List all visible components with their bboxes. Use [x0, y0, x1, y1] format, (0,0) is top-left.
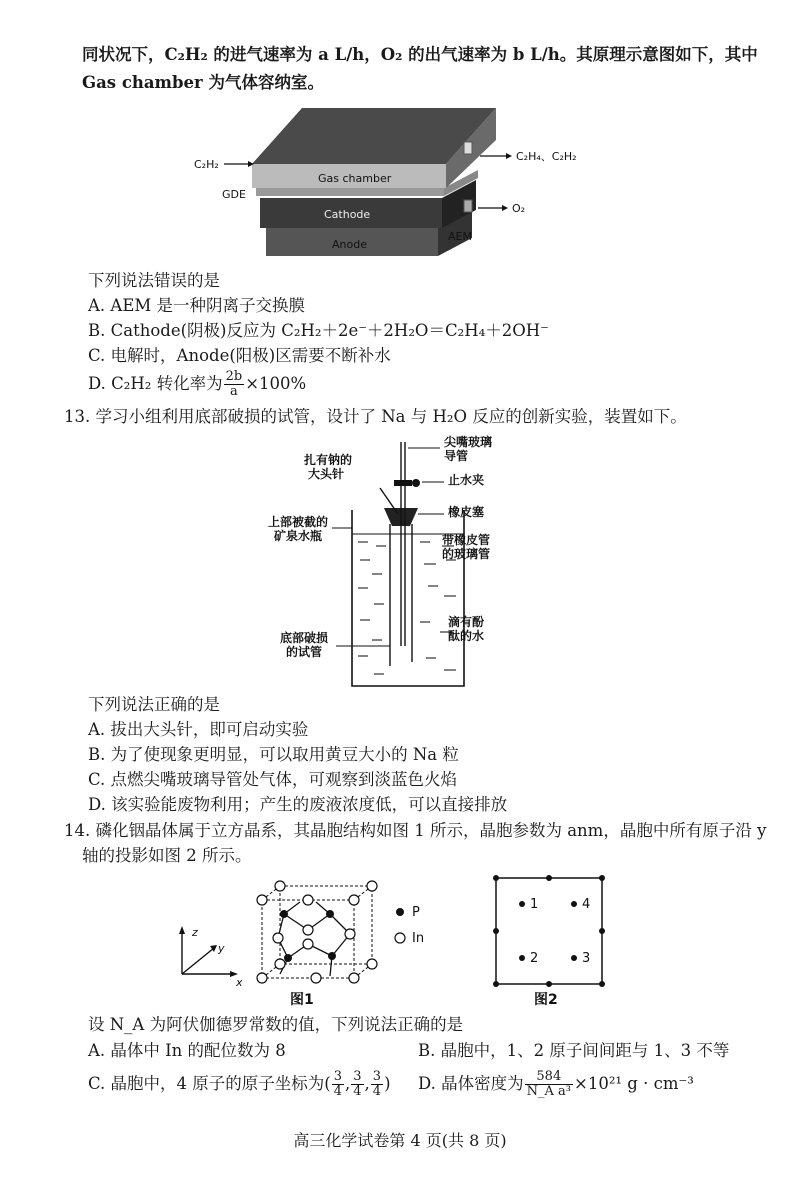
point-1-label: 1 — [530, 897, 539, 912]
label-stopper: 橡皮塞 — [448, 505, 485, 519]
gde-layer — [256, 188, 444, 196]
label-pin-1: 扎有钠的 — [304, 453, 353, 467]
fig2-caption: 图2 — [534, 992, 558, 1008]
q13-stem: 13. 学习小组利用底部破损的试管，设计了 Na 与 H₂O 反应的创新实验，装置如下。 — [64, 407, 687, 426]
legend-in: In — [412, 931, 425, 946]
label-o2: O₂ — [512, 202, 526, 215]
axis-x-label: x — [236, 976, 243, 989]
label-bottle-2: 矿泉水瓶 — [274, 529, 323, 543]
q12-option-c: C. 电解时，Anode(阳极)区需要不断补水 — [88, 346, 391, 365]
q13-option-a: A. 拔出大头针，即可启动实验 — [88, 720, 309, 739]
label-pin-2: 大头针 — [308, 467, 345, 481]
point-3-label: 3 — [582, 951, 591, 966]
label-clamp: 止水夹 — [448, 473, 485, 487]
point-2-label: 2 — [530, 951, 539, 966]
fig1-caption: 图1 — [290, 992, 314, 1008]
q14-option-b: B. 晶胞中，1、2 原子间间距与 1、3 不等 — [418, 1041, 730, 1060]
q14-stem-1: 14. 磷化铟晶体属于立方晶系，其晶胞结构如图 1 所示，晶胞参数为 anm，晶胞中所有原子沿 y — [64, 821, 767, 840]
electrolysis-diagram — [180, 100, 610, 270]
q12-stem: 下列说法错误的是 — [88, 271, 220, 290]
sodium-apparatus-diagram — [260, 436, 520, 696]
label-water-1: 滴有酚 — [448, 615, 485, 629]
q13-option-c: C. 点燃尖嘴玻璃导管处气体，可观察到淡蓝色火焰 — [88, 770, 458, 789]
legend-p: P — [412, 905, 420, 920]
unit-cell-figure-1 — [170, 874, 470, 1014]
q12-option-d: D. C₂H₂ 转化率为 $\frac{2b}{a}$ ×100% — [88, 369, 307, 399]
point-4-label: 4 — [582, 897, 591, 912]
label-cathode: Cathode — [324, 208, 371, 221]
label-broken-1: 底部破损 — [280, 631, 329, 645]
label-aem: AEM — [448, 230, 472, 243]
intro-line-1: 同状况下，C₂H₂ 的进气速率为 a L/h，O₂ 的出气速率为 b L/h。其原理示意图如下，其中 — [82, 45, 758, 64]
page-footer: 高三化学试卷第 4 页(共 8 页) — [293, 1131, 507, 1150]
q14-question: 设 N_A 为阿伏伽德罗常数的值，下列说法正确的是 — [88, 1015, 464, 1034]
q13-option-d: D. 该实验能废物利用；产生的废液浓度低，可以直接排放 — [88, 795, 508, 814]
label-c2h2-in: C₂H₂ — [194, 158, 219, 171]
label-gde: GDE — [222, 188, 246, 201]
label-tube-2: 的玻璃管 — [442, 547, 491, 561]
label-water-2: 酞的水 — [448, 629, 485, 643]
label-bottle-1: 上部被截的 — [268, 515, 329, 529]
label-nozzle-1: 尖嘴玻璃 — [444, 435, 493, 449]
axis-y-label: y — [218, 942, 225, 955]
label-gas-chamber: Gas chamber — [318, 172, 392, 185]
q13-option-b: B. 为了使现象更明显，可以取用黄豆大小的 Na 粒 — [88, 745, 459, 764]
q14-option-c: C. 晶胞中，4 原子的原子坐标为( $\frac{3}{4}$ , $\frac{3}{4}$ , $\frac{3}{4}$ ) — [88, 1069, 391, 1099]
q14-option-d: D. 晶体密度为 $\frac{584}{\text{N\_A a³}}$ ×10²¹ g · cm⁻³ — [418, 1069, 694, 1099]
intro-line-2: Gas chamber 为气体容纳室。 — [82, 73, 324, 92]
axis-z-label: z — [192, 926, 198, 939]
q14-stem-2: 轴的投影如图 2 所示。 — [82, 846, 252, 865]
label-nozzle-2: 导管 — [444, 449, 469, 463]
q14-option-a: A. 晶体中 In 的配位数为 8 — [88, 1041, 286, 1060]
q12-option-b: B. Cathode(阴极)反应为 C₂H₂＋2e⁻＋2H₂O＝C₂H₄＋2OH⁻ — [88, 321, 549, 340]
label-anode: Anode — [332, 238, 367, 251]
projection-figure-2 — [490, 876, 620, 1016]
q12-option-a: A. AEM 是一种阴离子交换膜 — [88, 296, 306, 315]
q13-question: 下列说法正确的是 — [88, 695, 220, 714]
label-broken-2: 的试管 — [286, 645, 323, 659]
label-tube-1: 带橡皮管 — [442, 533, 491, 547]
label-products: C₂H₄、C₂H₂ — [516, 150, 577, 163]
